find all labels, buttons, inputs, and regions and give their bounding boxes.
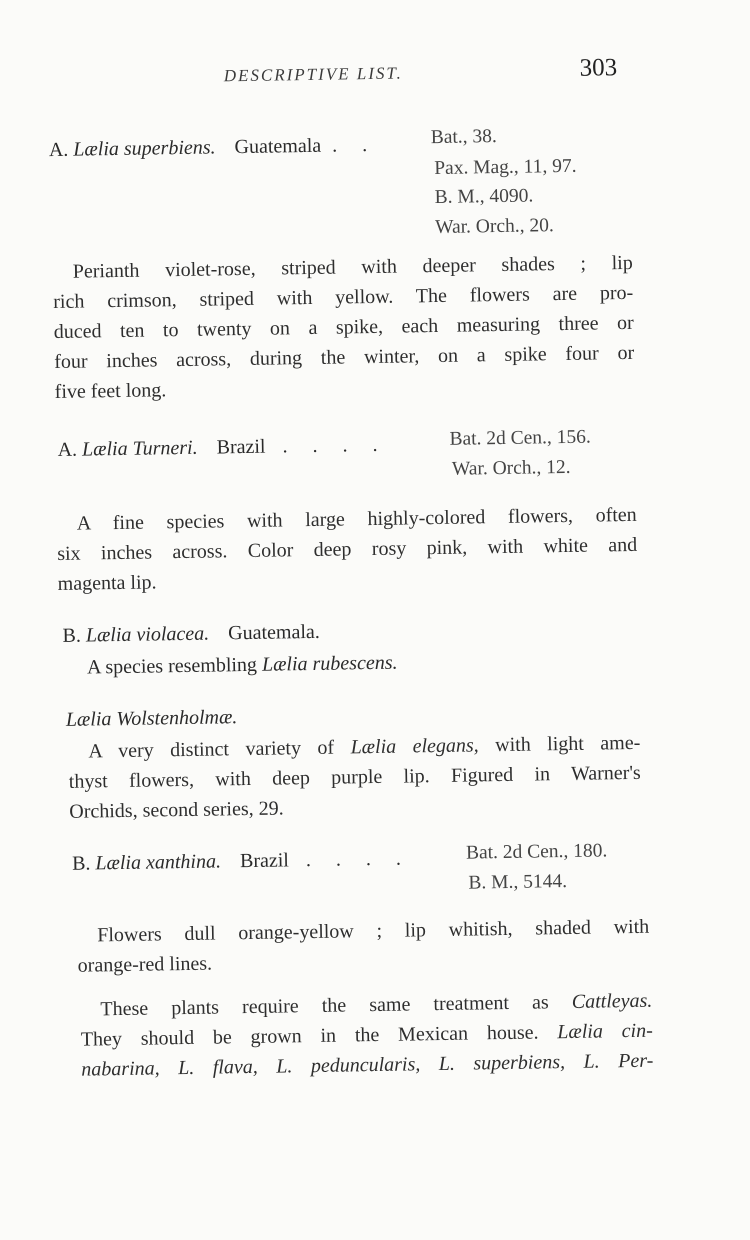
- page-number: 303: [579, 54, 618, 82]
- grade-label: A.: [57, 438, 78, 461]
- reference: Bat., 38.: [430, 126, 497, 149]
- reference: Bat. 2d Cen., 156.: [449, 426, 592, 450]
- species-name: Lælia Turneri.: [81, 436, 198, 461]
- grade-label: A.: [48, 138, 69, 162]
- description-line: A fine species with large highly-colored flowers, often: [76, 503, 637, 535]
- locality: Guatemala.: [228, 620, 320, 645]
- species-name: Lælia Wolstenholmæ.: [65, 706, 238, 731]
- entry-laelia-wolstenholmae: [2, 698, 750, 823]
- entry-heading: [72, 847, 411, 875]
- description-line: Perianth violet-rose, striped with deeper shades ; lip: [72, 251, 633, 283]
- species-name: Lælia xanthina.: [95, 850, 222, 875]
- closing-italic: Cattleyas.: [571, 989, 653, 1013]
- leader-dots: . .: [332, 133, 378, 157]
- running-head: [0, 54, 742, 96]
- description-line: five feet long.: [54, 379, 167, 404]
- reference: War. Orch., 20.: [434, 215, 554, 239]
- description: [68, 728, 641, 827]
- description: [77, 912, 650, 981]
- entry-laelia-violacea: [0, 614, 750, 679]
- description-text: A species resembling: [86, 653, 258, 679]
- description-line: Orchids, second series, 29.: [69, 797, 284, 823]
- closing-text: These plants require the same treatment as: [100, 991, 549, 1021]
- description-line: duced ten to twenty on a spike, each measuring three or: [53, 311, 634, 344]
- description-line: six inches across. Color deep rosy pink, with white and: [57, 533, 638, 565]
- reference: B. M., 5144.: [468, 871, 568, 894]
- grade-label: B.: [62, 624, 82, 647]
- closing-line: nabarina, L. flava, L. peduncularis, L. superbiens, L. Per-: [81, 1049, 654, 1081]
- description-line: magenta lip.: [57, 571, 157, 595]
- species-reference: Lælia elegans,: [350, 734, 479, 759]
- grade-label: B.: [71, 852, 91, 875]
- running-title: DESCRIPTIVE LIST.: [223, 63, 403, 86]
- entry-laelia-superbiens: [0, 122, 743, 404]
- reference: B. M., 4090.: [434, 185, 534, 209]
- locality: Brazil: [216, 435, 266, 459]
- description-text: A very distinct variety of: [88, 736, 335, 763]
- entry-heading: [57, 434, 387, 462]
- entry-heading: [49, 134, 378, 162]
- description-line: orange-red lines.: [77, 952, 213, 977]
- entry-laelia-turneri: [0, 422, 747, 595]
- description-line: Flowers dull orange-yellow ; lip whitish, shaded with: [97, 915, 650, 947]
- closing-text: They should be grown in the Mexican house.: [80, 1021, 539, 1051]
- closing-paragraph: [80, 986, 653, 1085]
- description-text: with light ame-: [495, 731, 641, 757]
- locality: Guatemala: [234, 134, 322, 159]
- reference: Pax. Mag., 11, 97.: [434, 155, 577, 180]
- species-reference: Lælia rubescens.: [261, 651, 398, 676]
- description: [57, 500, 638, 599]
- description: [87, 652, 398, 680]
- entry-heading: [66, 706, 238, 732]
- description: [53, 248, 635, 407]
- entry-heading: [62, 621, 320, 648]
- species-name: Lælia superbiens.: [73, 136, 216, 161]
- closing-italic: Lælia cin-: [557, 1019, 653, 1044]
- description-line: thyst flowers, with deep purple lip. Figured in Warner's: [68, 761, 641, 793]
- leader-dots: . . . .: [305, 847, 412, 872]
- description-line: four inches across, during the winter, on a spike four or: [54, 341, 635, 374]
- entry-laelia-xanthina: [4, 836, 750, 977]
- species-name: Lælia violacea.: [85, 622, 210, 647]
- reference: Bat. 2d Cen., 180.: [465, 840, 608, 864]
- leader-dots: . . . .: [282, 433, 388, 458]
- reference: War. Orch., 12.: [451, 456, 571, 480]
- description-line: rich crimson, striped with yellow. The flowers are pro-: [53, 281, 634, 314]
- locality: Brazil: [239, 849, 290, 873]
